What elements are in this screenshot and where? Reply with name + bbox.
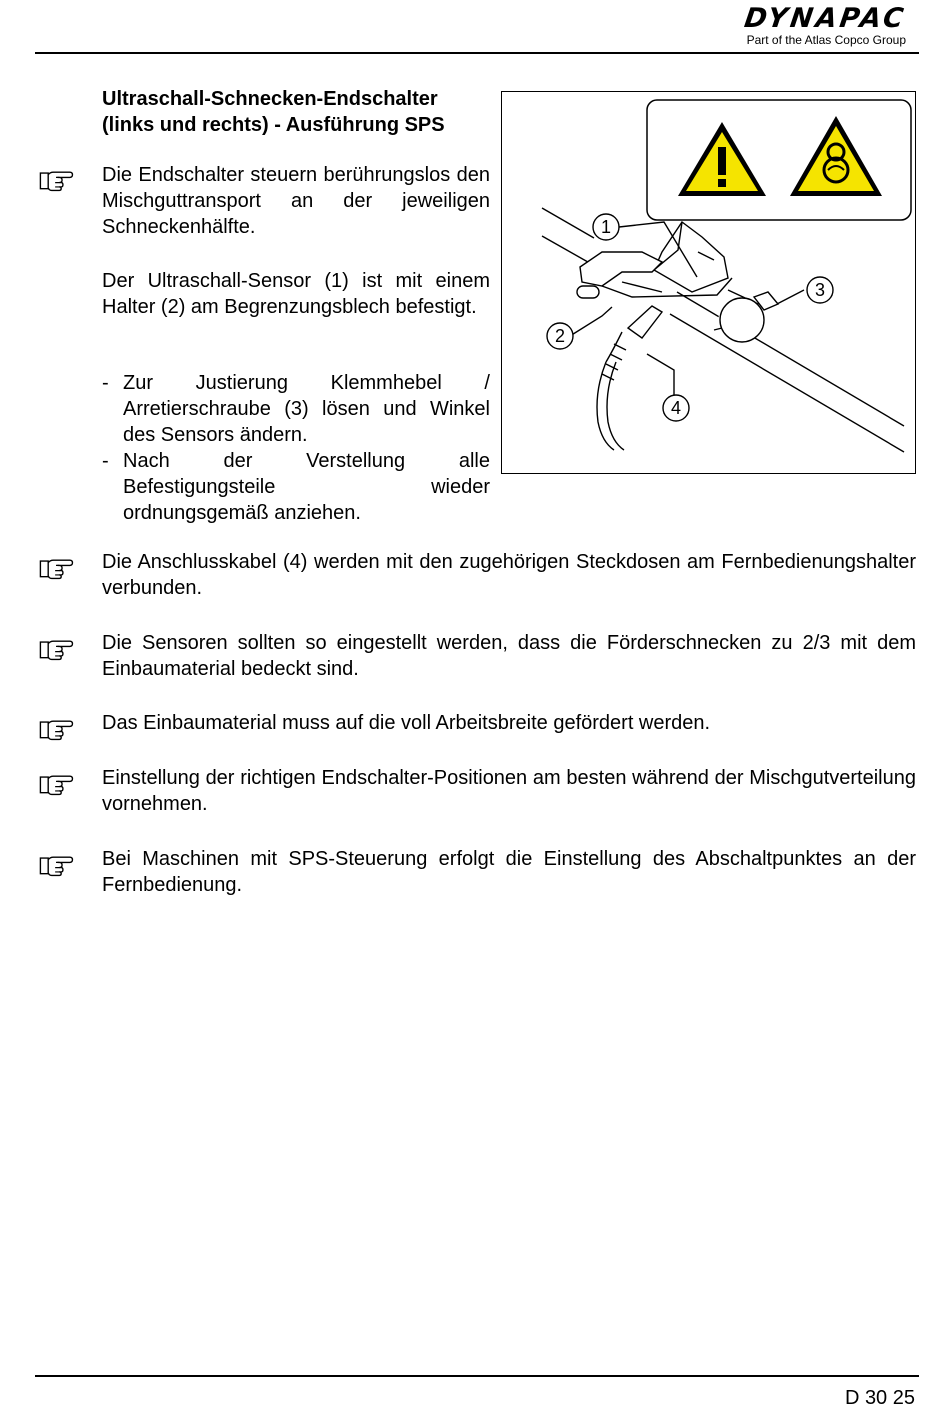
pointing-hand-icon bbox=[36, 852, 76, 878]
list-item bbox=[102, 448, 490, 526]
callout-2: 2 bbox=[554, 326, 566, 346]
pointing-hand-icon bbox=[36, 167, 76, 193]
header-rule bbox=[35, 52, 919, 54]
note-cables: Die Anschlusskabel (4) werden mit den zugehörigen Steckdosen am Fernbedienungshalter verbunden. bbox=[102, 551, 916, 599]
brand-tagline: Part of the Atlas Copco Group bbox=[746, 33, 906, 47]
note-sensor-setting: Die Sensoren sollten so eingestellt werden, dass die Förderschnecken zu 2/3 mit dem Einbaumaterial bedeckt sind. bbox=[102, 632, 916, 680]
note-sps-control: Bei Maschinen mit SPS-Steuerung erfolgt die Einstellung des Abschaltpunktes an der Fernbedienung. bbox=[102, 848, 916, 896]
list-dash: - bbox=[102, 450, 109, 472]
pointing-hand-icon bbox=[36, 636, 76, 662]
note-working-width: Das Einbaumaterial muss auf die voll Arbeitsbreite gefördert werden. bbox=[102, 712, 711, 734]
warning-panel bbox=[647, 100, 911, 220]
list-item-text: Zur Justierung Klemmhebel / Arretierschraube (3) lösen und Winkel des Sensors ändern. bbox=[123, 372, 490, 446]
section-title-line1: Ultraschall-Schnecken-Endschalter bbox=[102, 88, 438, 110]
footer-rule bbox=[35, 1375, 919, 1377]
brand-logo: DYNAPAC bbox=[742, 3, 909, 34]
sensor-illustration bbox=[501, 91, 916, 474]
adjustment-steps bbox=[102, 370, 490, 526]
callout-3: 3 bbox=[814, 280, 826, 300]
pointing-hand-icon bbox=[36, 555, 76, 581]
callout-4: 4 bbox=[670, 398, 682, 418]
section-title-line2: (links und rechts) - Ausführung SPS bbox=[102, 114, 445, 136]
pointing-hand-icon bbox=[36, 716, 76, 742]
page-number: D 30 25 bbox=[844, 1387, 915, 1409]
list-item-text: Nach der Verstellung alle Befestigungsteile wieder ordnungsgemäß anziehen. bbox=[123, 450, 490, 524]
list-dash: - bbox=[102, 372, 109, 394]
pointing-hand-icon bbox=[36, 771, 76, 797]
callout-1: 1 bbox=[600, 217, 612, 237]
list-item bbox=[102, 370, 490, 448]
section-title bbox=[102, 86, 497, 138]
intro-paragraph: Der Ultraschall-Sensor (1) ist mit einem Halter (2) am Begrenzungsblech befestigt. bbox=[102, 270, 490, 318]
note-positions: Einstellung der richtigen Endschalter-Positionen am besten während der Mischgutverteilung vornehmen. bbox=[102, 767, 916, 815]
intro-note: Die Endschalter steuern berührungslos den Mischguttransport an der jeweiligen Schneckenhälfte. bbox=[102, 164, 490, 238]
mounting-drawing bbox=[542, 208, 904, 452]
